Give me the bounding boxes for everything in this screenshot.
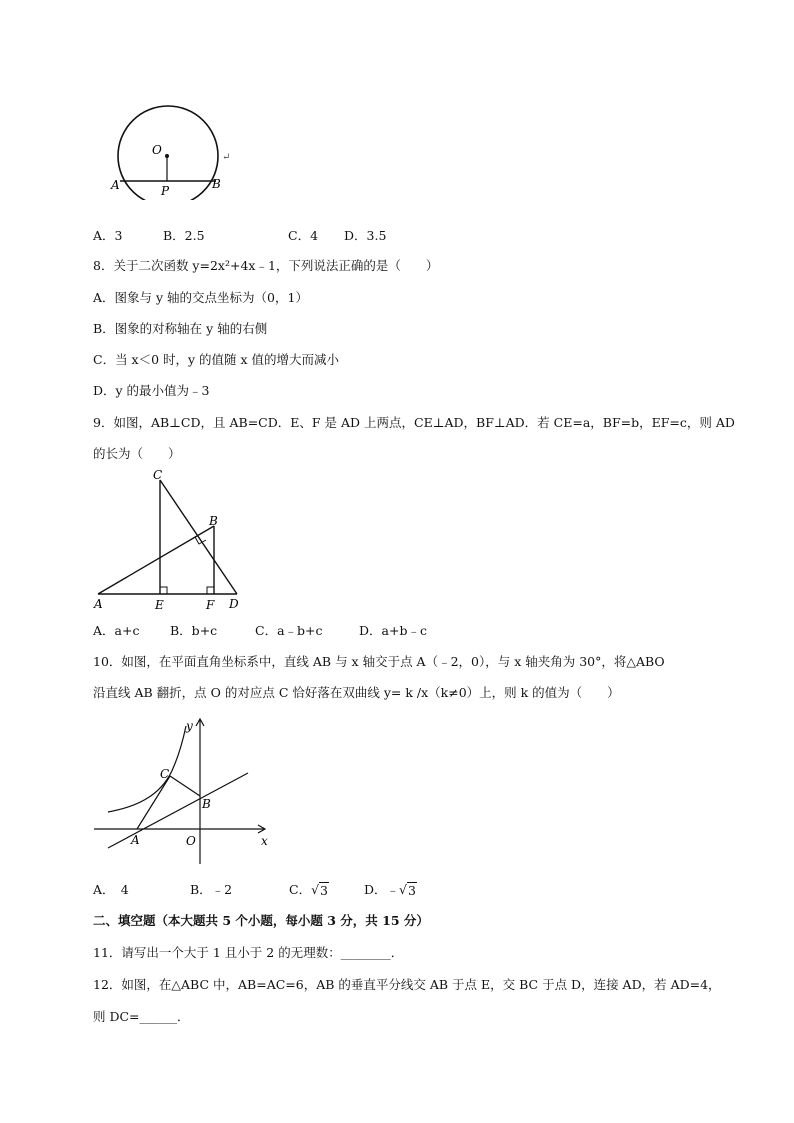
- q8-option-a: A．图象与 y 轴的交点坐标为（0，1）: [93, 290, 308, 305]
- q10-option-d-sqrt: √ 3: [399, 882, 416, 898]
- q10-option-a: A． 4: [93, 882, 129, 897]
- q7-label-p: P: [161, 184, 170, 198]
- q7-center-dot: [165, 154, 169, 158]
- q9-option-b: B．b+c: [170, 623, 218, 638]
- q10-line-ab: [108, 773, 248, 848]
- q7-circle-figure: [108, 92, 248, 200]
- q9-option-a: A．a+c: [93, 623, 140, 638]
- q10-label-x: x: [261, 834, 268, 848]
- q11-text: 11．请写出一个大于 1 且小于 2 的无理数：________．: [93, 945, 404, 960]
- q8-option-b: B．图象的对称轴在 y 轴的右侧: [93, 321, 268, 336]
- q10-option-b: B．﹣2: [190, 882, 233, 897]
- q7-option-b: B．2.5: [163, 228, 205, 243]
- section2-heading: 二、填空题（本大题共 5 个小题，每小题 3 分，共 15 分）: [93, 913, 429, 928]
- q8-option-c: C．当 x＜0 时，y 的值随 x 值的增大而减小: [93, 352, 340, 367]
- q7-label-o: O: [152, 143, 162, 157]
- q9-stem-line1: 9．如图，AB⊥CD，且 AB=CD．E、F 是 AD 上两点，CE⊥AD，BF⊥AD．若 CE=a，BF=b，EF=c，则 AD: [93, 415, 735, 430]
- q10-option-c-prefix: C．: [289, 882, 312, 897]
- q10-option-d-prefix: D．﹣: [364, 882, 400, 897]
- q12-line2: 则 DC=______．: [93, 1009, 190, 1024]
- q9-label-d: D: [229, 597, 239, 611]
- q8-option-d: D．y 的最小值为﹣3: [93, 383, 210, 398]
- q10-hyperbola: [108, 726, 186, 812]
- q12-line1: 12．如图，在△ABC 中，AB=AC=6，AB 的垂直平分线交 AB 于点 E，交 BC 于点 D，连接 AD，若 AD=4，: [93, 977, 721, 992]
- q9-label-e: E: [155, 598, 164, 612]
- q10-label-c: C: [160, 767, 170, 781]
- q9-label-f: F: [206, 598, 215, 612]
- q10-stem-line2: 沿直线 AB 翻折，点 O 的对应点 C 恰好落在双曲线 y= k /x（k≠0）上，则 k 的值为（ ）: [93, 685, 620, 700]
- q9-right-angle-f: [207, 587, 214, 594]
- q10-option-c: [289, 882, 328, 898]
- q9-right-angle-e: [160, 587, 167, 594]
- q7-return-mark: ↵: [222, 152, 231, 163]
- q10-coordinate-figure: [92, 712, 274, 864]
- q9-option-d: D．a+b﹣c: [359, 623, 427, 638]
- q9-segment-ab: [98, 526, 214, 594]
- q8-stem: 8．关于二次函数 y=2x²+4x﹣1，下列说法正确的是（ ）: [93, 258, 439, 273]
- q9-option-c: C．a﹣b+c: [255, 623, 323, 638]
- q7-option-c: C．4: [288, 228, 319, 243]
- q10-option-d: [364, 882, 416, 898]
- q10-segment-cb: [170, 776, 200, 796]
- q10-label-a: A: [131, 833, 140, 847]
- q9-segment-cd: [160, 480, 237, 594]
- q9-stem-line2: 的长为（ ）: [93, 446, 181, 461]
- q10-label-o: O: [186, 834, 196, 848]
- q9-triangle-figure: [92, 466, 250, 614]
- q10-label-y: y: [186, 719, 193, 733]
- q7-label-b: B: [212, 177, 221, 191]
- q10-stem-line1: 10．如图，在平面直角坐标系中，直线 AB 与 x 轴交于点 A（﹣2，0），与 x 轴夹角为 30°，将△ABO: [93, 654, 665, 669]
- q7-label-a: A: [111, 178, 120, 192]
- q10-label-b: B: [202, 797, 211, 811]
- q10-option-c-radicand: 3: [320, 883, 328, 898]
- q10-segment-ac: [137, 776, 170, 829]
- q10-option-d-radicand: 3: [408, 883, 416, 898]
- q9-label-c: C: [153, 468, 163, 482]
- q10-option-c-sqrt: √ 3: [311, 882, 328, 898]
- q9-label-b: B: [209, 514, 218, 528]
- q7-option-d: D．3.5: [344, 228, 387, 243]
- q9-label-a: A: [94, 597, 103, 611]
- q7-option-a: A．3: [93, 228, 123, 243]
